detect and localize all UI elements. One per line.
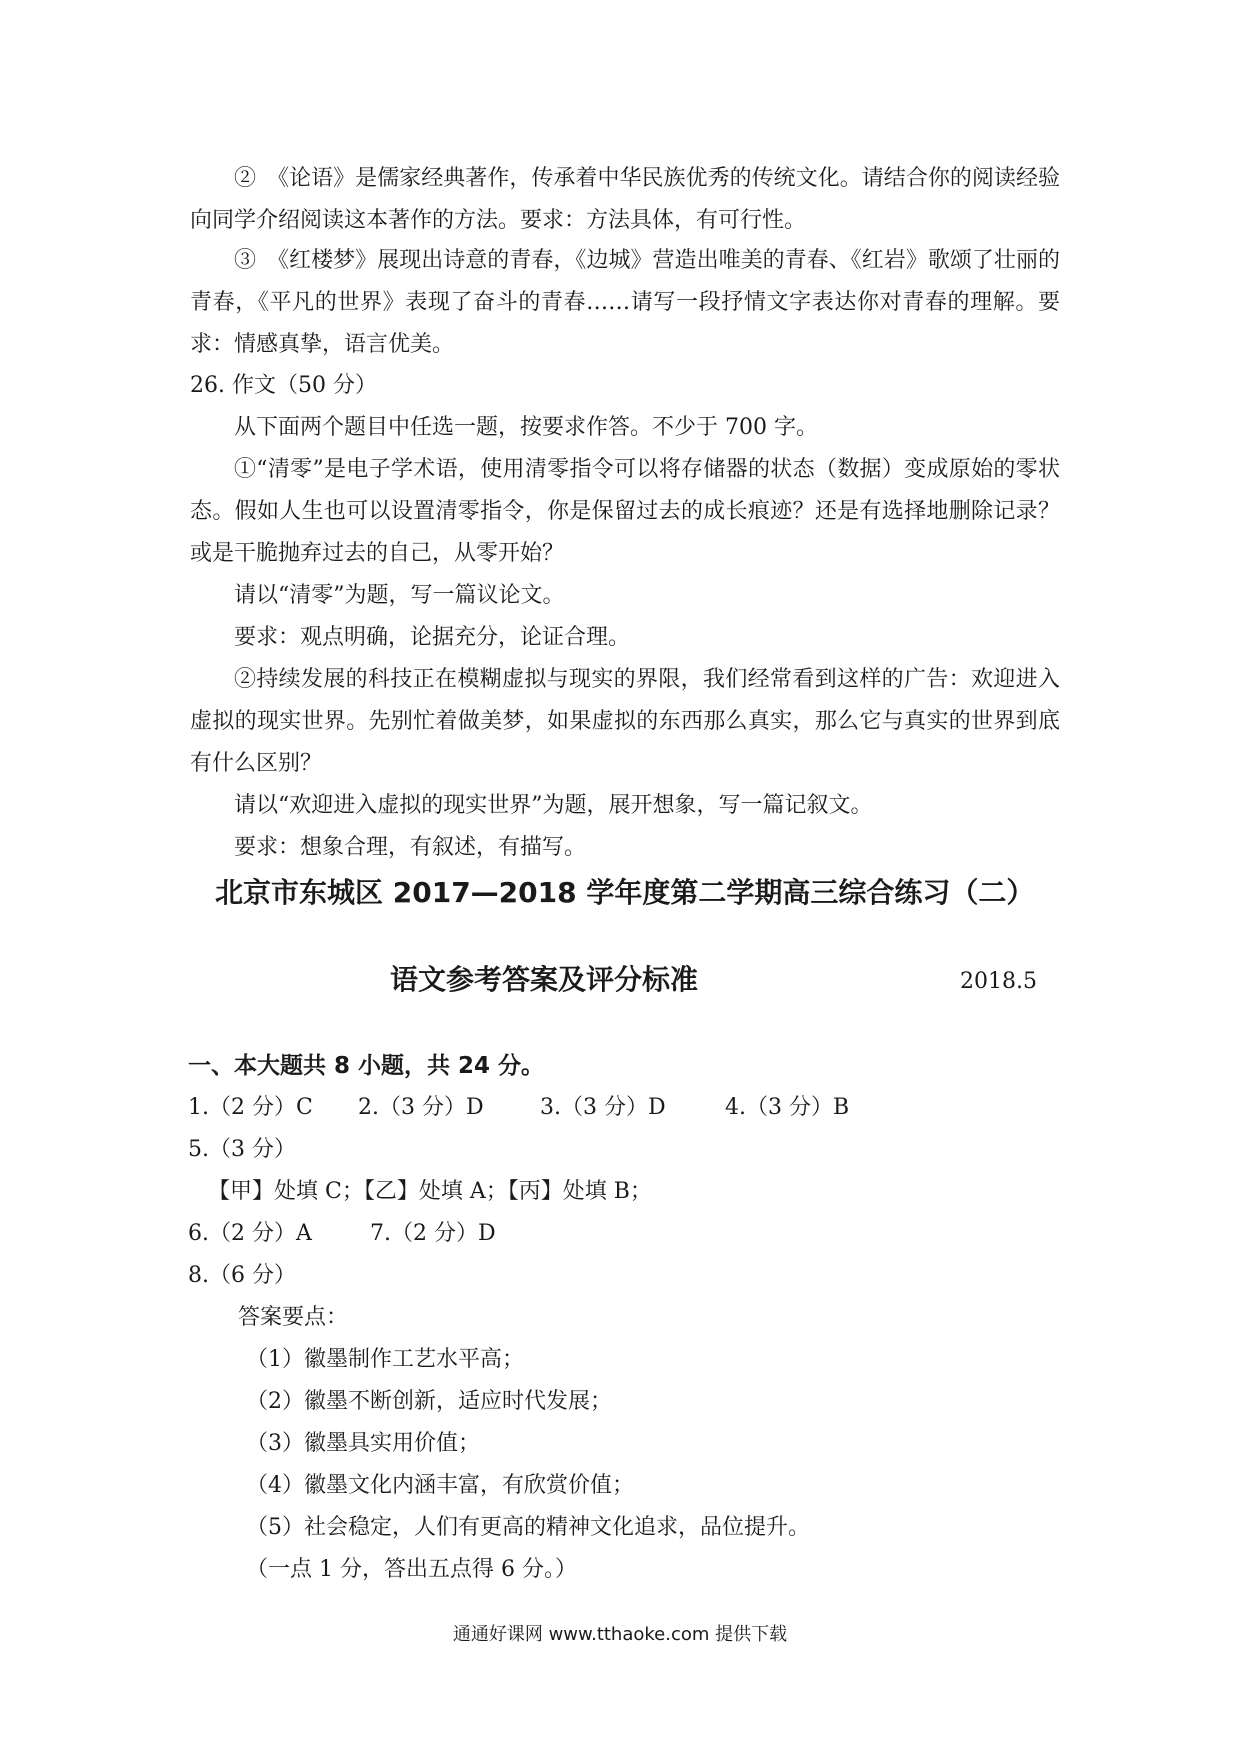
answer-8: 8.（6 分） [188, 1263, 296, 1288]
footer-watermark: 通通好课网 www.tthaoke.com 提供下载 [452, 1624, 788, 1645]
answer-3: 3.（3 分）D [540, 1095, 666, 1120]
answer-8-point: （1）徽墨制作工艺水平高； [246, 1347, 524, 1372]
answer-title: 北京市东城区 2017—2018 学年度第二学期高三综合练习（二） [215, 876, 1035, 909]
answer-8-intro: 答案要点： [238, 1305, 349, 1330]
answer-4: 4.（3 分）B [725, 1095, 850, 1120]
q26-topic-1-task: 请以“清零”为题，写一篇议论文。 [234, 583, 565, 608]
answer-8-point: （3）徽墨具实用价值； [246, 1431, 480, 1456]
q26-topic-1-requirement: 要求：观点明确，论据充分，论证合理。 [234, 625, 631, 650]
answer-8-point: （5）社会稳定，人们有更高的精神文化追求，品位提升。 [246, 1515, 810, 1540]
q26-topic-1: ①“清零”是电子学术语，使用清零指令可以将存储器的状态（数据）变成原始的零状态。假如人生也可以设置清零指令，你是保留过去的成长痕迹？还是有选择地删除记录？或是干脆抛弃过去的自己，从零开始？ [190, 457, 1060, 566]
answer-5-detail: 【甲】处填 C；【乙】处填 A；【丙】处填 B； [208, 1179, 652, 1204]
q26-topic-2: ②持续发展的科技正在模糊虚拟与现实的界限，我们经常看到这样的广告：欢迎进入虚拟的现实世界。先别忙着做美梦，如果虚拟的东西那么真实，那么它与真实的世界到底有什么区别？ [190, 667, 1060, 776]
answer-date: 2018.5 [960, 969, 1037, 994]
q26-topic-2-requirement: 要求：想象合理，有叙述，有描写。 [234, 835, 587, 860]
answer-8-note: （一点 1 分，答出五点得 6 分。） [246, 1557, 577, 1582]
answer-2: 2.（3 分）D [358, 1095, 484, 1120]
q25-item-3: ③ 《红楼梦》展现出诗意的青春，《边城》营造出唯美的青春、《红岩》歌颂了壮丽的青春，《平凡的世界》表现了奋斗的青春……请写一段抒情文字表达你对青春的理解。要求：情感真挚，语言优美。 [190, 248, 1060, 357]
answer-5: 5.（3 分） [188, 1137, 296, 1162]
answer-8-point: （4）徽墨文化内涵丰富，有欣赏价值； [246, 1473, 634, 1498]
answer-subtitle: 语文参考答案及评分标准 [390, 963, 699, 996]
answer-8-point: （2）徽墨不断创新，适应时代发展； [246, 1389, 612, 1414]
section-1-heading: 一、本大题共 8 小题，共 24 分。 [188, 1053, 545, 1079]
answer-1: 1.（2 分）C [188, 1095, 313, 1120]
q26-instruction: 从下面两个题目中任选一题，按要求作答。不少于 700 字。 [234, 415, 818, 440]
q25-item-2: ② 《论语》是儒家经典著作，传承着中华民族优秀的传统文化。请结合你的阅读经验向同学介绍阅读这本著作的方法。要求：方法具体，有可行性。 [190, 166, 1060, 233]
q26-title: 26. 作文（50 分） [190, 373, 377, 398]
q26-topic-2-task: 请以“欢迎进入虚拟的现实世界”为题，展开想象，写一篇记叙文。 [234, 793, 873, 818]
answer-7: 7.（2 分）D [370, 1221, 496, 1246]
answer-6: 6.（2 分）A [188, 1221, 312, 1246]
